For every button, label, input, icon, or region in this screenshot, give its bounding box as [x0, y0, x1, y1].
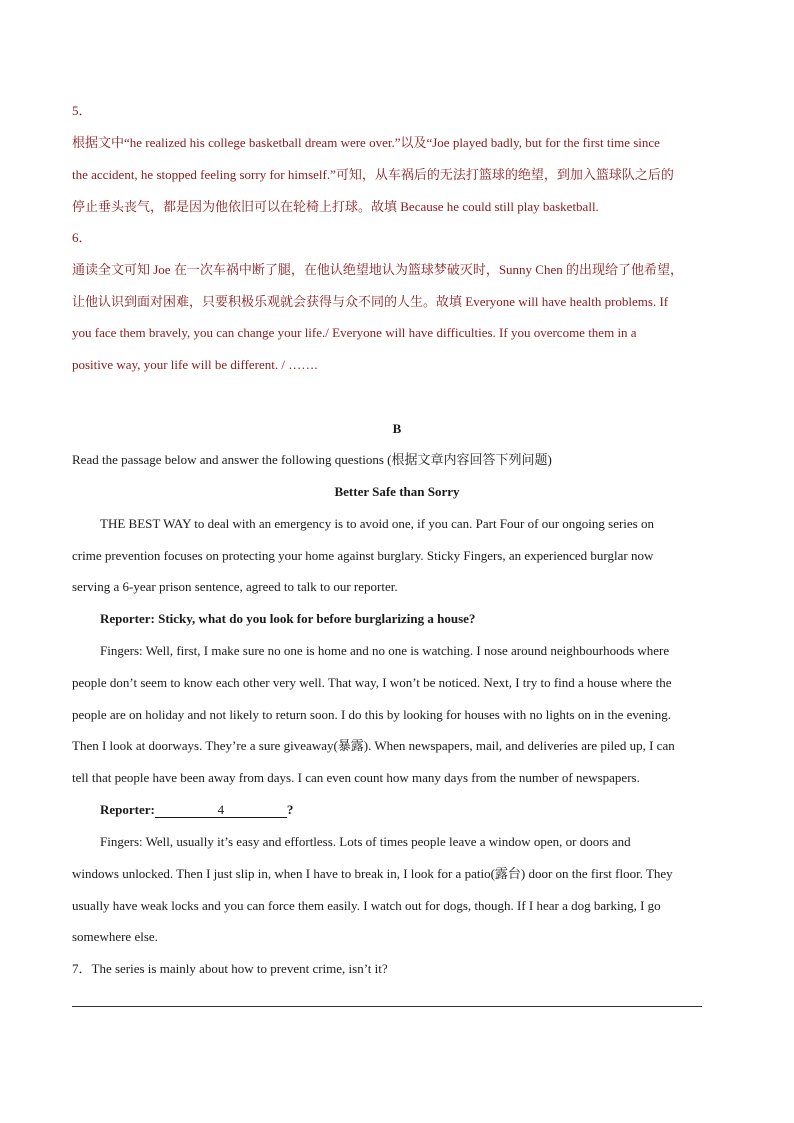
answer-line[interactable]: [72, 1006, 702, 1007]
passage-intro-line: serving a 6-year prison sentence, agreed to talk to our reporter.: [72, 579, 398, 594]
fingers-answer-line: somewhere else.: [72, 929, 158, 944]
passage-title: Better Safe than Sorry: [334, 484, 460, 499]
q6-explanation-line: positive way, your life will be different. / …….: [72, 357, 318, 372]
fingers-answer-line: Fingers: Well, first, I make sure no one is home and no one is watching. I nose around neighbourhoods where: [100, 643, 670, 658]
passage-intro-line: crime prevention focuses on protecting your home against burglary. Sticky Fingers, an experienced burglar now: [72, 548, 654, 563]
reporter-question-blank: [100, 801, 760, 819]
fingers-answer-line: people don’t seem to know each other very well. That way, I won’t be noticed. Next, I try to find a house where the: [72, 675, 672, 690]
q6-number: 6．: [72, 230, 92, 245]
fingers-answer-line: usually have weak locks and you can force them easily. I watch out for dogs, though. If I hear a dog barking, I go: [72, 898, 661, 913]
q5-explanation-line: 根据文中“he realized his college basketball dream were over.”以及“Joe played badly, but for the first time since: [72, 135, 660, 150]
question-7: 7．The series is mainly about how to prevent crime, isn’t it?: [72, 961, 388, 976]
q6-explanation-line: 通读全文可知 Joe 在一次车祸中断了腿，在他认绝望地认为篮球梦破灭时，Sunny Chen 的出现给了他希望，: [72, 262, 684, 277]
fingers-answer-line: people are on holiday and not likely to return soon. I do this by looking for houses with no lights on in the evening.: [72, 707, 671, 722]
passage-intro-line: THE BEST WAY to deal with an emergency is to avoid one, if you can. Part Four of our ongoing series on: [100, 516, 654, 531]
q5-explanation-line: 停止垂头丧气，都是因为他依旧可以在轮椅上打球。故填 Because he could still play basketball.: [72, 199, 599, 214]
fingers-answer-line: Fingers: Well, usually it’s easy and effortless. Lots of times people leave a window open, or doors and: [100, 834, 631, 849]
section-instruction: Read the passage below and answer the following questions (根据文章内容回答下列问题): [72, 452, 552, 467]
fingers-answer-line: Then I look at doorways. They’re a sure giveaway(暴露). When newspapers, mail, and deliveries are piled up, I can: [72, 738, 675, 753]
reporter-label: Reporter:: [100, 802, 155, 817]
fingers-answer-line: windows unlocked. Then I just slip in, when I have to break in, I look for a patio(露台) door on the first floor. They: [72, 866, 673, 881]
q6-explanation-line: you face them bravely, you can change your life./ Everyone will have difficulties. If you overcome them in a: [72, 325, 637, 340]
section-label: B: [392, 421, 402, 436]
blank-4[interactable]: 4: [155, 803, 287, 818]
reporter-question: Reporter: Sticky, what do you look for before burglarizing a house?: [100, 611, 476, 626]
fingers-answer-line: tell that people have been away from days. I can even count how many days from the number of newspapers.: [72, 770, 640, 785]
q5-number: 5．: [72, 103, 92, 118]
q5-explanation-line: the accident, he stopped feeling sorry for himself.”可知，从车祸后的无法打篮球的绝望，到加入篮球队之后的: [72, 167, 674, 182]
q6-explanation-line: 让他认识到面对困难，只要积极乐观就会获得与众不同的人生。故填 Everyone will have health problems. If: [72, 294, 669, 309]
question-mark: ?: [286, 802, 294, 817]
